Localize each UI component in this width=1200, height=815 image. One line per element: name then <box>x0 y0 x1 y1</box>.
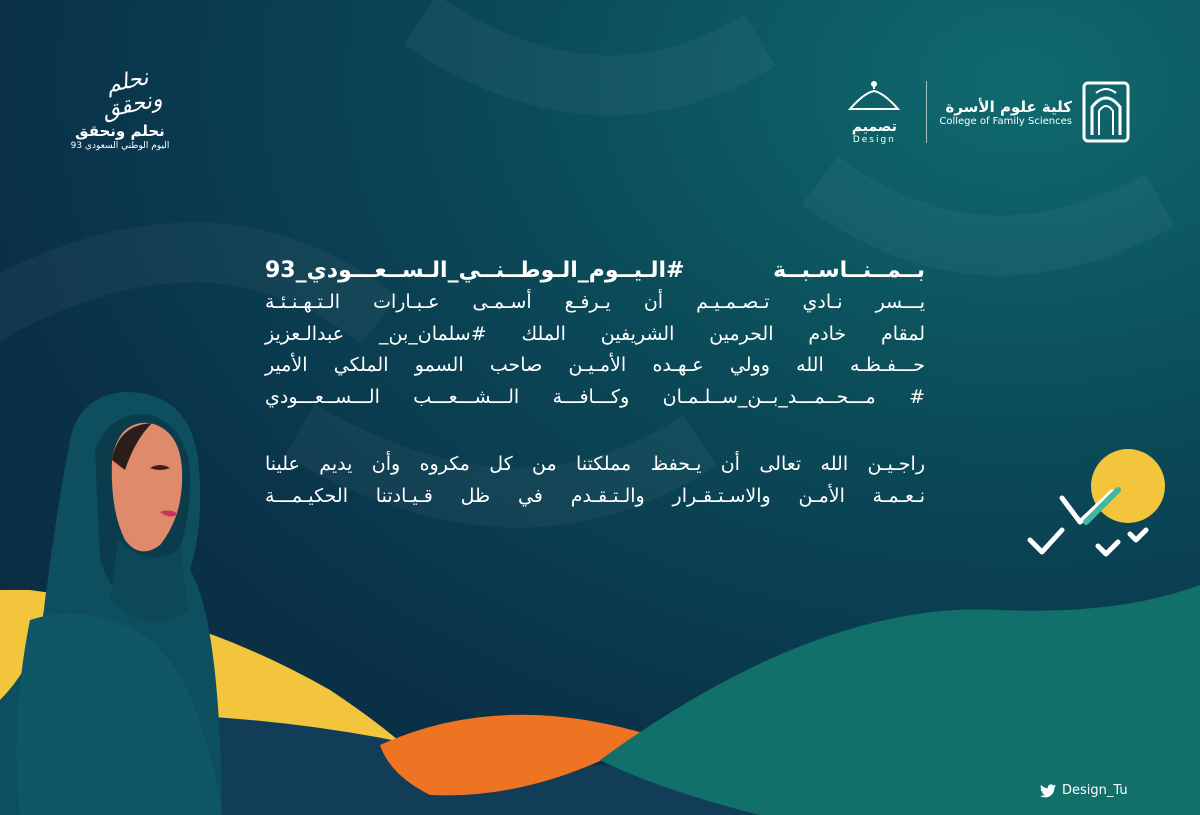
national-day-brush-text: نحلم ونحقق <box>100 65 165 124</box>
message-line: حـــفـظـه الله وولي عـهـده الأمـيـن صاحب السمو الملكي الأمير <box>265 354 925 376</box>
tent-icon <box>844 79 904 115</box>
twitter-handle[interactable] <box>1040 783 1128 798</box>
twitter-handle-text: Design_Tu <box>1062 783 1128 798</box>
teal-wave <box>600 585 1200 815</box>
logo-divider <box>926 81 927 143</box>
national-day-title: نحلم ونحقق <box>75 122 165 140</box>
twitter-icon <box>1040 784 1056 798</box>
national-day-subtitle: اليوم الوطني السعودي 93 <box>70 141 170 151</box>
sun-icon <box>1091 449 1165 523</box>
message-line: لمقام خادم الحرمين الشريفين الملك #سلمان_بن_ عبدالـعزيز <box>265 322 925 345</box>
message-title: بــمــنــاسـبــة #الـيــوم_الـوطــنــي_الـســعـــودي_93 <box>265 258 925 283</box>
national-day-logo <box>60 65 180 160</box>
message-line: راجـيـن الله تعالى أن يـحفظ مملكتنا من كل مكروه وأن يديم علينا <box>265 453 925 475</box>
college-name-en: College of Family Sciences <box>939 115 1072 127</box>
header-logos <box>834 72 1130 152</box>
message-line: نـعـمـة الأمـن والاسـتـقـرار والـتـقـدم في ظل قـيـادتنا الحكيـمـــة <box>265 484 925 507</box>
design-club-logo <box>834 79 914 145</box>
college-name <box>939 98 1072 127</box>
message-line: يـــسر نـادي تـصـمـيـم أن يـرفـع أسـمـى عـبـارات الـتـهـنـئـة <box>265 291 925 313</box>
design-club-title: تصميم <box>851 119 897 135</box>
message-line: # مـــحــمـــد_بــن_ســلـمـان وكـــافـــة الـــشـــعـــب الـــســعـــودي <box>265 385 925 408</box>
greeting-message <box>265 258 925 512</box>
college-name-ar: كلية علوم الأسرة <box>945 97 1072 116</box>
design-club-subtitle: Design <box>852 135 896 145</box>
college-emblem-icon <box>1082 81 1130 143</box>
